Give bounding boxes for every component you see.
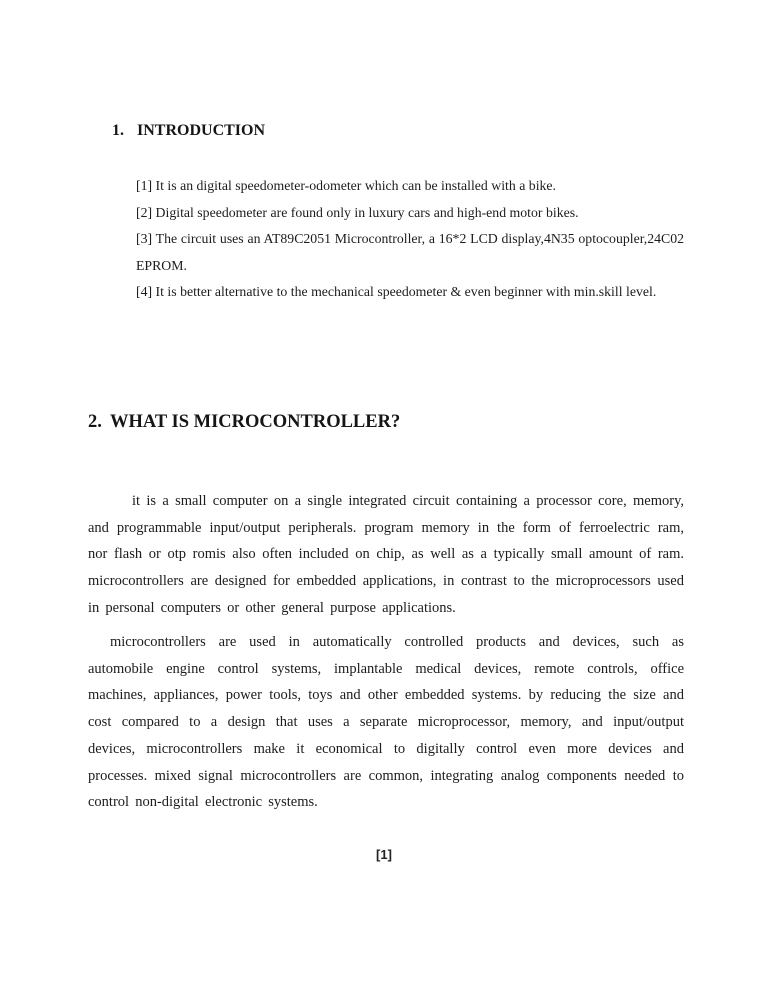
heading-number: 1. (112, 122, 124, 139)
paragraph-microcontroller-definition: it is a small computer on a single integrated circuit containing a processor core, memory, and programmable input/output peripherals. program memory in the form of ferroelectric ram, nor flash or otp romis also often included on chip, as well as a typically small amount of ram. microcontrollers are designed for embedded applications, in contrast to the microprocessors used in personal computers or other general purpose applications. (88, 493, 684, 616)
list-item-2: [2] Digital speedometer are found only in luxury cars and high-end motor bikes. (136, 204, 579, 220)
list-item-3: [3] The circuit uses an AT89C2051 Microcontroller, a 16*2 LCD display,4N35 optocoupler,24C02 EPROM. (136, 231, 684, 273)
page-number-footer: [1] (376, 847, 392, 862)
list-item-4: [4] It is better alternative to the mechanical speedometer & even beginner with min.skill level. (136, 284, 657, 300)
list-item-1: [1] It is an digital speedometer-odometer which can be installed with a bike. (136, 178, 557, 193)
heading-title: INTRODUCTION (137, 122, 266, 139)
paragraph-microcontroller-usage: microcontrollers are used in automatically controlled products and devices, such as automobile engine control systems, implantable medical devices, remote controls, office machines, appliances, power tools, toys and other embedded systems. by reducing the size and cost compared to a design that uses a separate microprocessor, memory, and input/output devices, microcontrollers make it economical to digitally control even more devices and processes. mixed signal microcontrollers are common, integrating analog components needed to control non-digital electronic systems. (88, 634, 684, 811)
heading-number: 2. (88, 412, 102, 432)
heading-title: WHAT IS MICROCONTROLLER? (110, 412, 401, 432)
section-heading-what-is-microcontroller (88, 410, 400, 434)
section-heading-introduction (112, 121, 265, 141)
intro-list (136, 173, 684, 306)
